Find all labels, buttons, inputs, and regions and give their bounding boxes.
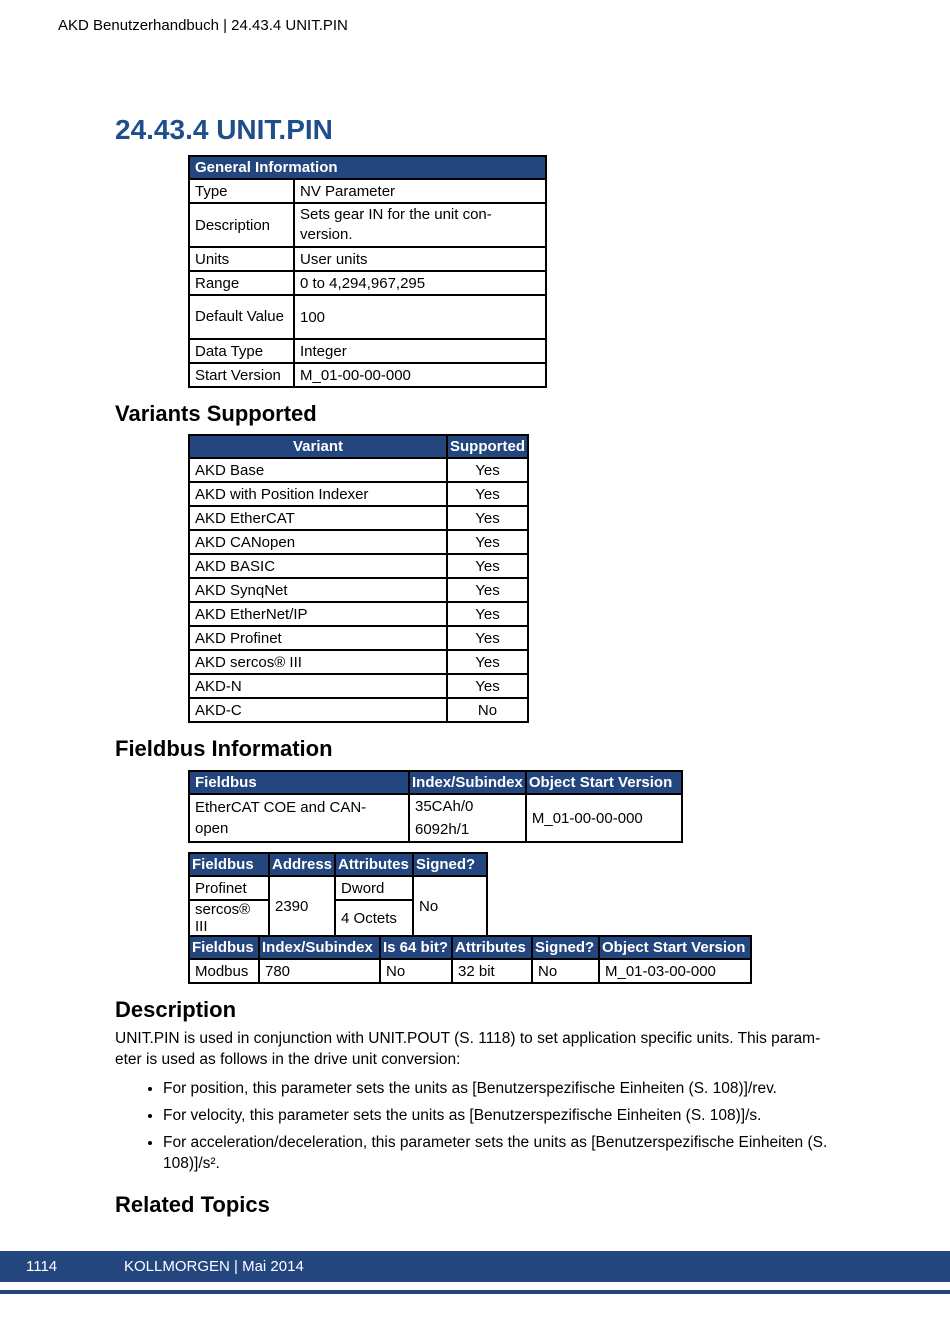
row-label: Description xyxy=(189,203,294,247)
row-value: User units xyxy=(294,247,546,271)
page-number: 1114 xyxy=(26,1258,58,1275)
row-value: 100 xyxy=(294,295,546,339)
osv-col-header: Object Start Version xyxy=(599,936,751,959)
fieldbus-table-ethercat xyxy=(188,770,683,843)
variants-table xyxy=(188,434,529,723)
attributes-cell: Dword xyxy=(335,876,413,900)
variant-supported: Yes xyxy=(447,554,528,578)
bullet-item: • For position, this parameter sets the units as [Benutzerspezifische Einheiten (S. 108)]/rev. xyxy=(163,1078,888,1099)
variant-supported: Yes xyxy=(447,602,528,626)
variant-name: AKD CANopen xyxy=(189,530,447,554)
fieldbus-col-header: Fieldbus xyxy=(189,771,409,794)
row-value: NV Parameter xyxy=(294,179,546,203)
fieldbus-heading: Fieldbus Information xyxy=(115,736,333,761)
variant-supported: Yes xyxy=(447,482,528,506)
related-topics-heading: Related Topics xyxy=(115,1192,270,1217)
row-label: Range xyxy=(189,271,294,295)
bullet-item: • For velocity, this parameter sets the units as [Benutzerspezifische Einheiten (S. 108)]/s. xyxy=(163,1105,888,1126)
variant-name: AKD EtherCAT xyxy=(189,506,447,530)
variant-supported: Yes xyxy=(447,650,528,674)
row-label: Start Version xyxy=(189,363,294,387)
variant-supported: Yes xyxy=(447,626,528,650)
footer-text: KOLLMORGEN | Mai 2014 xyxy=(124,1258,304,1275)
bullet-item: • For acceleration/deceleration, this parameter sets the units as [Benutzerspezifische Einheiten (S. 108)]/s². xyxy=(163,1132,888,1174)
attributes-col-header: Attributes xyxy=(335,853,413,876)
running-header: AKD Benutzerhandbuch | 24.43.4 UNIT.PIN xyxy=(58,17,348,34)
variants-heading: Variants Supported xyxy=(115,401,317,426)
footer-rule xyxy=(0,1290,950,1294)
signed-cell: No xyxy=(413,876,487,936)
fieldbus-cell: Modbus xyxy=(189,959,259,983)
fieldbus-table-profinet xyxy=(188,852,488,937)
fieldbus-col-header: Fieldbus xyxy=(189,936,259,959)
variant-name: AKD Base xyxy=(189,458,447,482)
variant-name: AKD-N xyxy=(189,674,447,698)
variant-supported: Yes xyxy=(447,578,528,602)
osv-cell: M_01-00-00-000 xyxy=(526,794,682,842)
variant-supported: Yes xyxy=(447,458,528,482)
index-col-header: Index/Subindex xyxy=(409,771,526,794)
fieldbus-table-modbus xyxy=(188,935,752,984)
page-title: 24.43.4 UNIT.PIN xyxy=(115,114,333,145)
signed-col-header: Signed? xyxy=(413,853,487,876)
variant-supported: No xyxy=(447,698,528,722)
general-info-header: General Information xyxy=(189,156,546,179)
fieldbus-cell: sercos® III xyxy=(189,900,269,936)
variant-supported: Yes xyxy=(447,674,528,698)
variant-name: AKD SynqNet xyxy=(189,578,447,602)
index-value: 6092h/1 xyxy=(415,821,470,838)
row-label: Units xyxy=(189,247,294,271)
fieldbus-col-header: Fieldbus xyxy=(189,853,269,876)
variant-name: AKD-C xyxy=(189,698,447,722)
is64-cell: No xyxy=(380,959,452,983)
variant-name: AKD EtherNet/IP xyxy=(189,602,447,626)
general-info-table xyxy=(188,155,547,388)
variant-name: AKD with Position Indexer xyxy=(189,482,447,506)
address-cell: 2390 xyxy=(269,876,335,936)
signed-cell: No xyxy=(532,959,599,983)
index-value: 35CAh/0 xyxy=(415,798,474,815)
variant-supported: Yes xyxy=(447,530,528,554)
description-heading: Description xyxy=(115,997,237,1022)
variant-name: AKD Profinet xyxy=(189,626,447,650)
index-col-header: Index/Subindex xyxy=(259,936,380,959)
attributes-cell: 32 bit xyxy=(452,959,532,983)
variant-name: AKD sercos® III xyxy=(189,650,447,674)
supported-col-header: Supported xyxy=(447,435,528,458)
index-cell: 780 xyxy=(259,959,380,983)
attributes-col-header: Attributes xyxy=(452,936,532,959)
is64-col-header: Is 64 bit? xyxy=(380,936,452,959)
osv-col-header: Object Start Version xyxy=(526,771,682,794)
fieldbus-cell: Profinet xyxy=(189,876,269,900)
row-value: Sets gear IN for the unit con-version. xyxy=(294,203,546,247)
signed-col-header: Signed? xyxy=(532,936,599,959)
osv-cell: M_01-03-00-000 xyxy=(599,959,751,983)
attributes-cell: 4 Octets xyxy=(335,900,413,936)
row-label: Data Type xyxy=(189,339,294,363)
index-cell xyxy=(409,794,526,842)
address-col-header: Address xyxy=(269,853,335,876)
row-value: 0 to 4,294,967,295 xyxy=(294,271,546,295)
description-bullets xyxy=(115,1078,888,1180)
description-text: UNIT.PIN is used in conjunction with UNIT.POUT (S. 1118) to set application specific units. This param-eter is used as follows in the drive unit conversion: xyxy=(115,1030,821,1068)
variant-name: AKD BASIC xyxy=(189,554,447,578)
variant-col-header: Variant xyxy=(189,435,447,458)
row-label: Default Value xyxy=(189,295,294,339)
row-value: M_01-00-00-000 xyxy=(294,363,546,387)
row-label: Type xyxy=(189,179,294,203)
row-value: Integer xyxy=(294,339,546,363)
fieldbus-cell: EtherCAT COE and CAN-open xyxy=(189,794,409,842)
variant-supported: Yes xyxy=(447,506,528,530)
